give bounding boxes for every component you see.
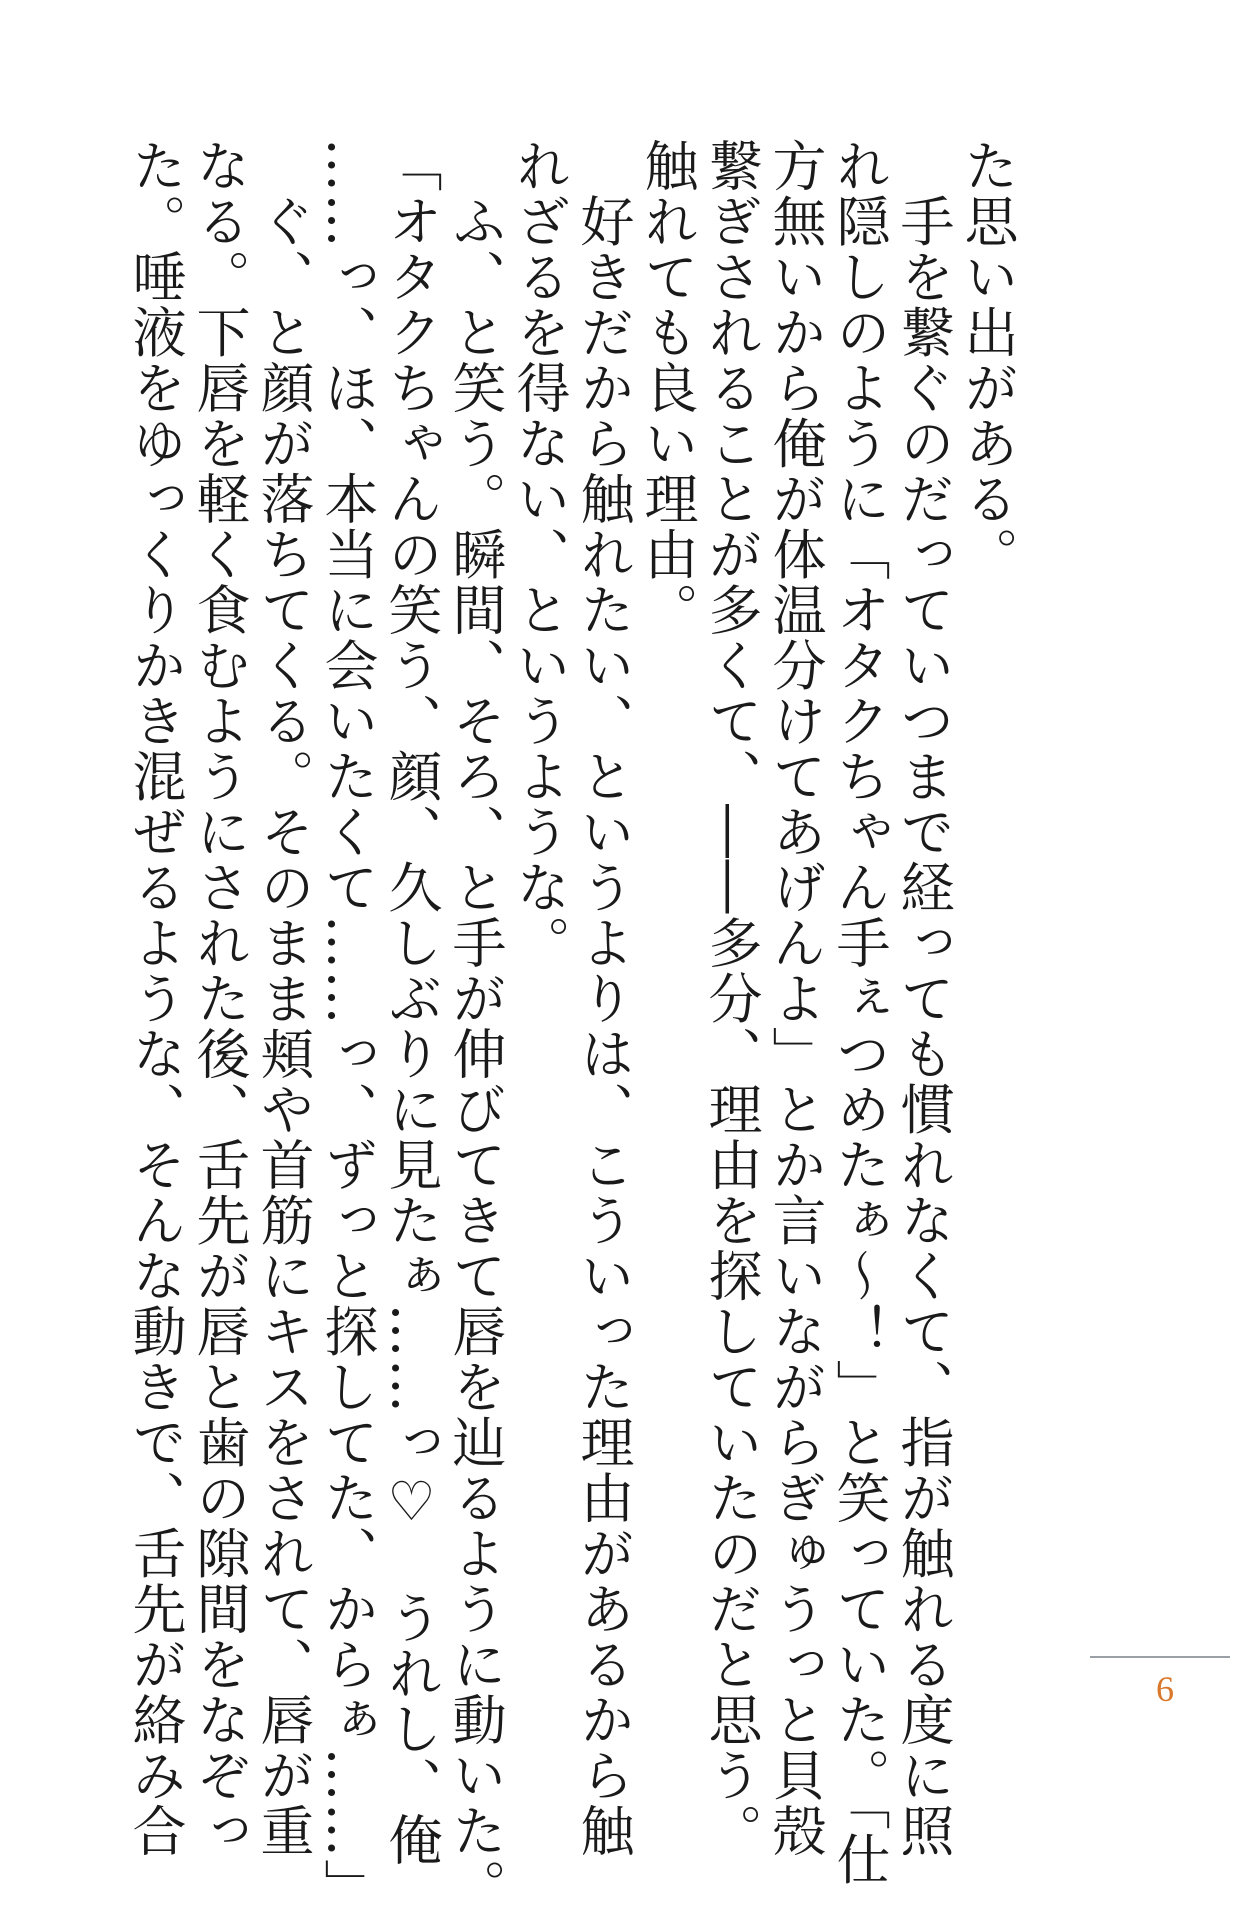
page-number: 6 xyxy=(1156,1669,1174,1709)
text-line: ぐ、と顔が落ちてくる。そのまま頬や首筋にキスをされて、唇が重 xyxy=(252,138,315,1859)
text-line: 繋ぎされることが多くて、――多分、理由を探していたのだと思う。 xyxy=(700,138,763,1859)
body-text xyxy=(123,138,1019,1914)
text-line: 「オタクちゃんの笑う、顔、久しぶりに見たぁ……っ♡ うれし、俺 xyxy=(380,138,443,1868)
text-line: なる。下唇を軽く食むようにされた後、舌先が唇と歯の隙間をなぞっ xyxy=(188,138,251,1859)
text-line: 触れても良い理由。 xyxy=(636,138,699,638)
text-line: た思い出がある。 xyxy=(956,138,1019,582)
text-line: 手を繋ぐのだっていつまで経っても慣れなくて、指が触れる度に照 xyxy=(892,138,955,1859)
text-line: ふ、と笑う。瞬間、そろ、と手が伸びてきて唇を辿るように動いた。 xyxy=(444,138,507,1914)
text-line: た。唾液をゆっくりかき混ぜるような、そんな動きで、舌先が絡み合 xyxy=(124,138,187,1859)
text-line: れざるを得ない、というような。 xyxy=(508,138,571,971)
text-line: れ隠しのように「オタクちゃん手ぇつめたぁ〜！」と笑っていた。「仕 xyxy=(828,138,891,1887)
text-line: 好きだから触れたい、というよりは、こういった理由があるから触 xyxy=(572,138,635,1859)
text-line: ……っ、ほ、本当に会いたくて……っ、ずっと探してた、からぁ……」 xyxy=(316,138,379,1914)
footer-rule xyxy=(1090,1656,1230,1658)
text-line: 方無いから俺が体温分けてあげんよ」とか言いながらぎゅうっと貝殻 xyxy=(764,138,827,1859)
